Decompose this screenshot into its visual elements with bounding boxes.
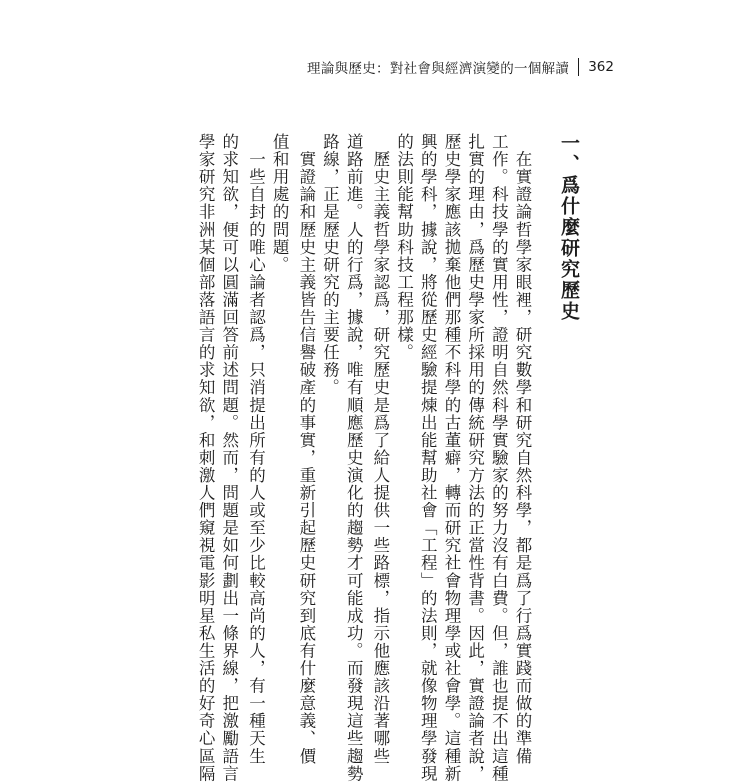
text-column: 工作。科技學的實用性，證明自然科學實驗家的努力沒有白費。但，誰也提不出這種: [489, 133, 509, 782]
text-column: 歷史學家應該拋棄他們那種不科學的古董癖，轉而研究社會物理學或社會學。這種新: [441, 133, 461, 782]
text-column: 扎實的理由，爲歷史學家所採用的傳統研究方法的正當性背書。因此，實證論者說，: [465, 133, 485, 782]
running-head: [307, 57, 614, 77]
text-column: 一些自封的唯心論者認爲，只消提出所有的人或至少比較高尚的人，有一種天生: [246, 133, 266, 765]
text-column: 在實證論哲學家眼裡，研究數學和研究自然科學，都是爲了行爲實踐而做的準備: [513, 133, 532, 765]
book-title: 理論與歷史：對社會與經濟演變的一個解讀: [307, 61, 570, 77]
text-column: 的求知欲，便可以圓滿回答前述問題。然而，問題是如何劃出一條界線，把激勵語言: [219, 133, 239, 782]
header-divider: [578, 58, 579, 76]
text-column: 路線，正是歷史研究的主要任務。: [320, 133, 340, 397]
text-column: 的法則能幫助科技工程那樣。: [394, 133, 414, 362]
text-column: 歷史主義哲學家認爲，研究歷史是爲了給人提供一些路標，指示他應該沿著哪些: [370, 133, 390, 765]
text-column: 學家研究非洲某個部落語言的求知欲，和刺激人們窺視電影明星私生活的好奇心區隔: [196, 133, 216, 782]
text-column: 興的學科，據說，將從歷史經驗提煉出能幫助社會「工程」的法則，就像物理學發現: [418, 133, 438, 782]
section-heading: 一、爲什麼研究歷史: [558, 133, 580, 322]
text-column: 值和用處的問題。: [270, 133, 290, 274]
text-column: 實證論和歷史主義皆告信譽破產的事實，重新引起歷史研究到底有什麼意義、價: [296, 133, 316, 765]
vertical-text-body: [193, 133, 584, 782]
text-column: 道路前進。人的行爲，據說，唯有順應歷史演化的趨勢才可能成功。而發現這些趨勢: [344, 133, 364, 782]
page-number: 362: [588, 59, 614, 75]
